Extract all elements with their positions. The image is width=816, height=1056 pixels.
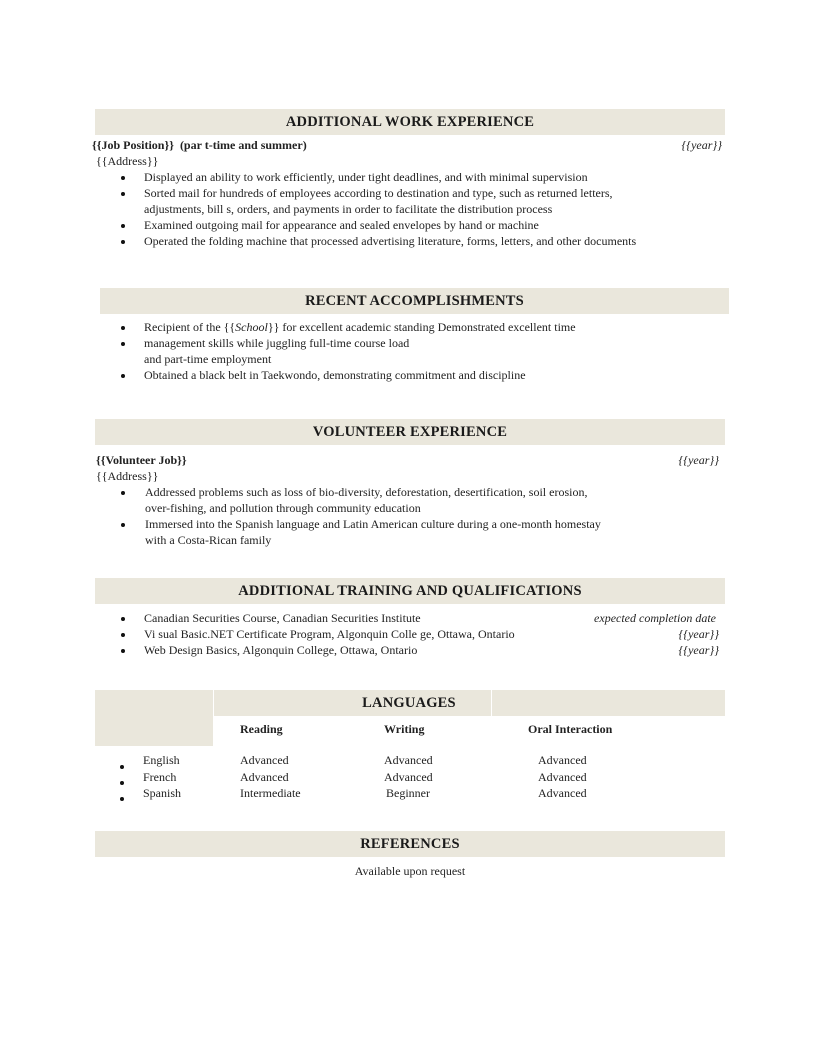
training-section-title: ADDITIONAL TRAINING AND QUALIFICATIONS xyxy=(238,582,582,599)
work-bullet-3: Examined outgoing mail for appearance and sealed envelopes by hand or machine xyxy=(144,218,539,232)
school-placeholder: School xyxy=(235,320,268,334)
lang-spanish-oral: Advanced xyxy=(538,786,587,800)
lang-spanish-reading: Intermediate xyxy=(240,786,301,800)
accomplishment-2: management skills while juggling full-time course load xyxy=(144,336,410,350)
volunteer-bullet-2-cont: with a Costa-Rican family xyxy=(145,533,272,547)
training-date-1: expected completion date xyxy=(594,611,716,625)
lang-french-reading: Advanced xyxy=(240,770,289,784)
volunteer-bullet-1: Addressed problems such as loss of bio-diversity, deforestation, desertification, soil erosion, xyxy=(145,485,588,499)
lang-english-oral: Advanced xyxy=(538,753,587,767)
languages-corner-cell xyxy=(95,716,213,746)
lang-french: French xyxy=(143,770,177,784)
bullet-icon xyxy=(121,523,125,527)
lang-english: English xyxy=(143,753,180,767)
accomplishment-3: Obtained a black belt in Taekwondo, demonstrating commitment and discipline xyxy=(144,368,526,382)
work-bullet-1: Displayed an ability to work efficiently, under tight deadlines, and with minimal supervision xyxy=(144,170,588,184)
training-section-header xyxy=(95,578,725,604)
volunteer-section-title: VOLUNTEER EXPERIENCE xyxy=(312,423,508,440)
bullet-icon xyxy=(120,781,124,785)
volunteer-year: {{year}} xyxy=(678,453,719,467)
training-item-1: Canadian Securities Course, Canadian Securities Institute xyxy=(144,611,421,625)
work-bullet-2-cont: adjustments, bill s, orders, and payments in order to facilitate the distribution process xyxy=(144,202,553,216)
volunteer-section-header xyxy=(95,419,725,445)
lang-spanish: Spanish xyxy=(143,786,182,800)
bullet-icon xyxy=(121,617,125,621)
job-year: {{year}} xyxy=(681,138,722,152)
references-text: Available upon request xyxy=(354,864,466,878)
bullet-icon xyxy=(121,240,125,244)
training-item-3: Web Design Basics, Algonquin College, Ottawa, Ontario xyxy=(144,643,418,657)
accomplishment-2-cont: and part-time employment xyxy=(144,352,272,366)
lang-spanish-writing: Beginner xyxy=(386,786,430,800)
bullet-icon xyxy=(121,649,125,653)
bullet-icon xyxy=(120,797,124,801)
col-writing: Writing xyxy=(384,722,425,736)
references-section-title: REFERENCES xyxy=(360,835,460,852)
volunteer-address: {{Address}} xyxy=(96,469,159,483)
work-section-header xyxy=(95,109,725,135)
work-bullet-4: Operated the folding machine that processed advertising literature, forms, letters, and other documents xyxy=(144,234,637,248)
bullet-icon xyxy=(121,342,125,346)
bullet-icon xyxy=(121,491,125,495)
bullet-icon xyxy=(121,326,125,330)
languages-section-title: LANGUAGES xyxy=(362,695,456,711)
training-date-2: {{year}} xyxy=(678,627,719,641)
accomplishments-section-title: RECENT ACCOMPLISHMENTS xyxy=(305,292,524,309)
volunteer-bullet-1-cont: over-fishing, and pollution through community education xyxy=(145,501,421,515)
training-item-2: Vi sual Basic.NET Certificate Program, Algonquin Colle ge, Ottawa, Ontario xyxy=(144,627,515,641)
accomplishment-1-pre: Recipient of the {{ xyxy=(144,320,236,334)
volunteer-bullet-2: Immersed into the Spanish language and Latin American culture during a one-month homestay xyxy=(145,517,601,531)
lang-french-writing: Advanced xyxy=(384,770,433,784)
bullet-icon xyxy=(121,633,125,637)
bullet-icon xyxy=(121,176,125,180)
job-position-label: {{Job Position}} xyxy=(92,138,174,152)
bullet-icon xyxy=(121,192,125,196)
work-section-title: ADDITIONAL WORK EXPERIENCE xyxy=(285,113,535,130)
accomplishment-1 xyxy=(144,319,576,335)
job-position xyxy=(92,137,307,153)
work-bullet-2: Sorted mail for hundreds of employees according to destination and type, such as returned letters, xyxy=(144,186,613,200)
bullet-icon xyxy=(121,224,125,228)
volunteer-job: {{Volunteer Job}} xyxy=(96,453,187,467)
lang-english-writing: Advanced xyxy=(384,753,433,767)
job-type: (par t-time and summer) xyxy=(179,138,307,152)
bullet-icon xyxy=(120,765,124,769)
col-oral-interaction: Oral Interaction xyxy=(528,722,613,736)
training-date-3: {{year}} xyxy=(678,643,719,657)
col-reading: Reading xyxy=(240,722,283,736)
bullet-icon xyxy=(121,374,125,378)
accomplishment-1-post: }} for excellent academic standing Demonstrated excellent time xyxy=(267,320,576,334)
job-address: {{Address}} xyxy=(96,154,159,168)
lang-english-reading: Advanced xyxy=(240,753,289,767)
lang-french-oral: Advanced xyxy=(538,770,587,784)
references-section-header xyxy=(95,831,725,857)
accomplishments-section-header xyxy=(100,288,729,314)
